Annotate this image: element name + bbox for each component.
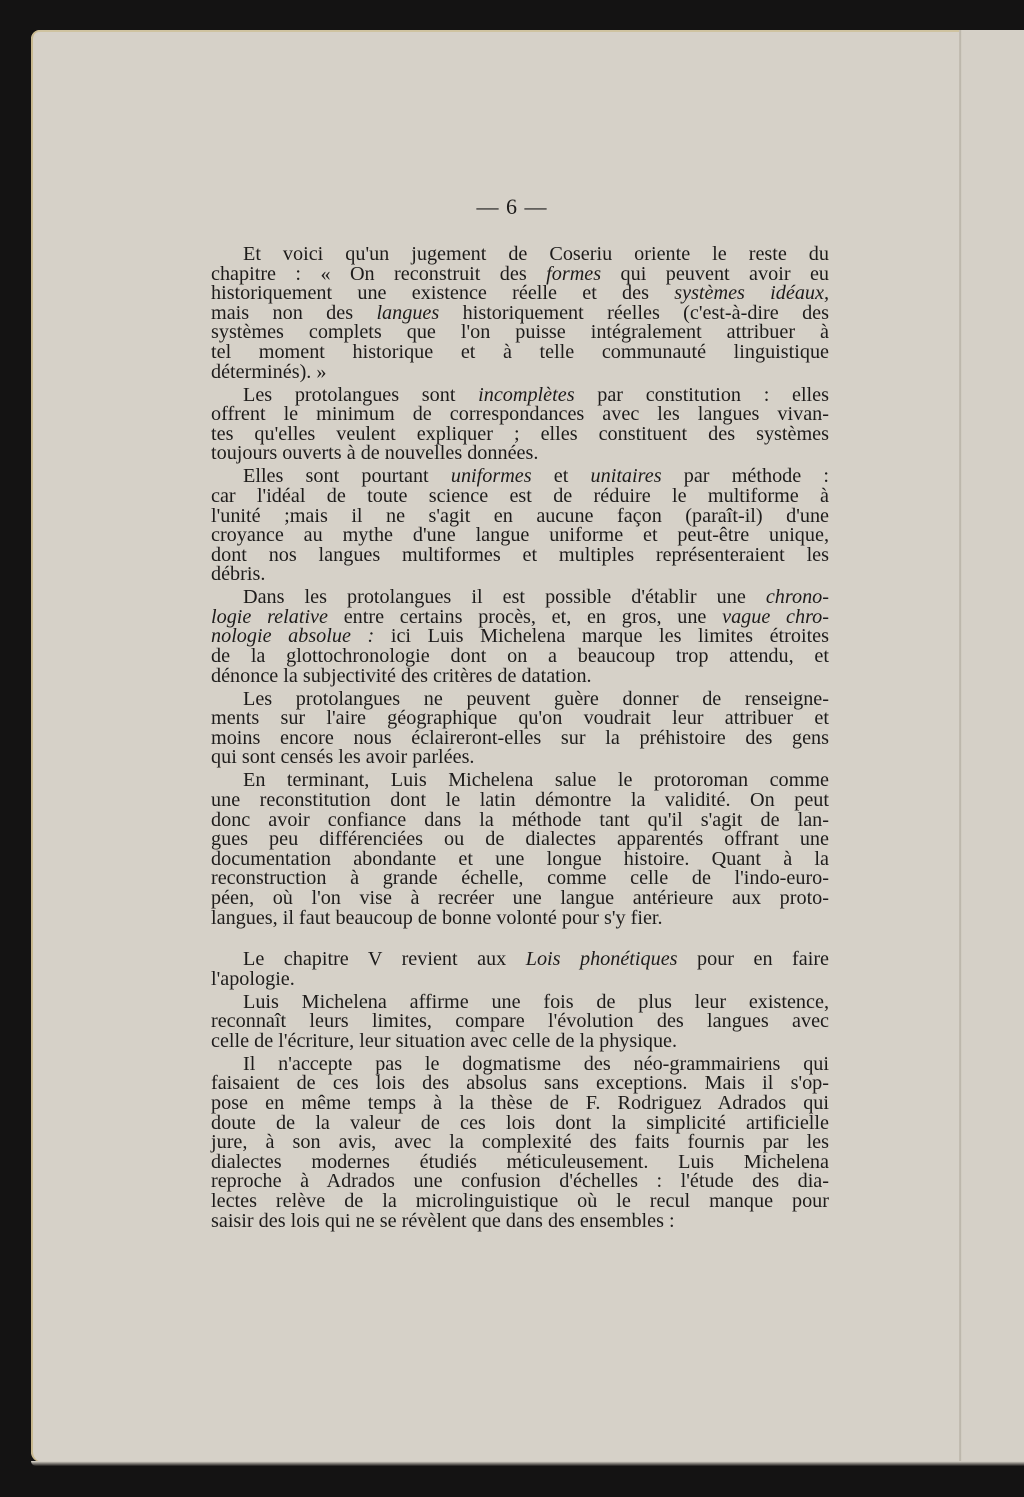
italic-text: nologie absolue : <box>211 625 375 648</box>
text-line: ments sur l'aire géographique qu'on voudrait leur attribuer et <box>211 707 829 730</box>
text-line: une reconstitution dont le latin démontre la validité. On peut <box>211 788 829 811</box>
text-line: faisaient de ces lois des absolus sans exceptions. Mais il s'op- <box>211 1072 829 1095</box>
text-line: nologie absolue : ici Luis Michelena marque les limites étroites <box>211 625 829 648</box>
text-line: Luis Michelena affirme une fois de plus leur existence, <box>243 990 829 1013</box>
text-line: doute de la valeur de ces lois dont la simplicité artificielle <box>211 1111 829 1134</box>
text-line: péen, où l'on vise à recréer une langue antérieure aux proto- <box>211 886 829 909</box>
text-line: débris. <box>211 563 266 586</box>
text-line: offrent le minimum de correspondances avec les langues vivan- <box>211 403 829 426</box>
paragraph <box>211 990 829 1052</box>
text-line: logie relative entre certains procès, et, en gros, une vague chro- <box>211 605 829 628</box>
text-line: lectes relève de la microlinguistique où le recul manque pour <box>211 1190 829 1213</box>
text-line: l'apologie. <box>211 967 295 990</box>
text-line: documentation abondante et une longue histoire. Quant à la <box>211 847 829 870</box>
text-line: de la glottochronologie dont on a beaucoup trop attendu, et <box>211 645 829 668</box>
body-text <box>211 245 829 1231</box>
text-line: tes qu'elles veulent expliquer ; elles constituent des systèmes <box>211 422 829 445</box>
text-line: qui sont censés les avoir parlées. <box>211 746 475 769</box>
text-line: dont nos langues multiformes et multiples représenteraient les <box>211 543 829 566</box>
text-line: mais non des langues historiquement réelles (c'est-à-dire des <box>211 301 829 324</box>
text-line: tel moment historique et à telle communauté linguistique <box>211 340 829 363</box>
text-line: langues, il faut beaucoup de bonne volonté pour s'y fier. <box>211 906 663 929</box>
text-line: moins encore nous éclaireront-elles sur la préhistoire des gens <box>211 726 829 749</box>
text-line: chapitre : « On reconstruit des formes qui peuvent avoir eu <box>211 262 830 285</box>
italic-text: unitaires <box>590 465 662 488</box>
text-line: Les protolangues ne peuvent guère donner de renseigne- <box>243 687 829 710</box>
italic-text: uniformes <box>450 465 532 488</box>
text-line: reconstruction à grande échelle, comme celle de l'indo-euro- <box>211 867 829 890</box>
paragraph <box>211 771 829 928</box>
italic-text: systèmes idéaux, <box>674 282 830 305</box>
text-line: saisir des lois qui ne se révèlent que dans des ensembles : <box>211 1209 675 1232</box>
text-line: pose en même temps à la thèse de F. Rodriguez Adrados qui <box>211 1092 829 1115</box>
text-line: croyance au mythe d'une langue uniforme et peut-être unique, <box>211 524 829 547</box>
text-line: donc avoir confiance dans la méthode tant qu'il s'agit de lan- <box>211 808 829 831</box>
text-line: reproche à Adrados une confusion d'échelles : l'étude des dia- <box>211 1170 829 1193</box>
text-line: Il n'accepte pas le dogmatisme des néo-grammairiens qui <box>243 1052 829 1075</box>
text-line: déterminés). » <box>211 360 327 383</box>
italic-text: langues <box>376 301 440 324</box>
text-line: Dans les protolangues il est possible d'établir une chrono- <box>243 586 829 609</box>
text-line: systèmes complets que l'on puisse intégralement attribuer à <box>211 321 829 344</box>
text-line: celle de l'écriture, leur situation avec celle de la physique. <box>211 1029 678 1052</box>
text-line: gues peu différenciées ou de dialectes apparentés offrant une <box>211 828 829 851</box>
paragraph <box>211 467 829 585</box>
text-line: l'unité ;mais il ne s'agit en aucune façon (paraît-il) d'une <box>211 504 829 527</box>
text-line: Le chapitre V revient aux Lois phonétiques pour en faire <box>243 948 829 971</box>
paragraph <box>211 588 829 686</box>
italic-text: vague chro- <box>722 605 829 628</box>
text-line: En terminant, Luis Michelena salue le protoroman comme <box>243 769 829 792</box>
text-line: Elles sont pourtant uniformes et unitaires par méthode : <box>243 465 829 488</box>
italic-text: Lois phonétiques <box>525 948 678 971</box>
text-line: reconnaît leurs limites, compare l'évolution des langues avec <box>211 1010 829 1033</box>
page-number: — 6 — <box>476 194 548 219</box>
paragraph <box>211 383 829 465</box>
text-line: Les protolangues sont incomplètes par constitution : elles <box>243 383 829 406</box>
text-line: dialectes modernes étudiés méticuleusement. Luis Michelena <box>211 1150 829 1173</box>
text-line: car l'idéal de toute science est de réduire le multiforme à <box>211 484 829 507</box>
italic-text: logie relative <box>211 605 328 628</box>
paragraph <box>211 687 829 769</box>
paragraph <box>211 950 829 989</box>
italic-text: chrono- <box>765 586 829 609</box>
text-line: historiquement une existence réelle et des systèmes idéaux, <box>211 282 830 305</box>
text-line: toujours ouverts à de nouvelles données. <box>211 442 539 465</box>
paragraph <box>211 1052 829 1232</box>
italic-text: formes <box>546 262 602 285</box>
paragraph <box>211 245 829 382</box>
text-line: dénonce la subjectivité des critères de datation. <box>211 664 592 687</box>
text-line: jure, à son avis, avec la complexité des faits fournis par les <box>211 1131 829 1154</box>
italic-text: incomplètes <box>478 383 575 406</box>
facing-page-edge <box>962 30 1024 1462</box>
text-line: Et voici qu'un jugement de Coseriu oriente le reste du <box>243 243 829 265</box>
